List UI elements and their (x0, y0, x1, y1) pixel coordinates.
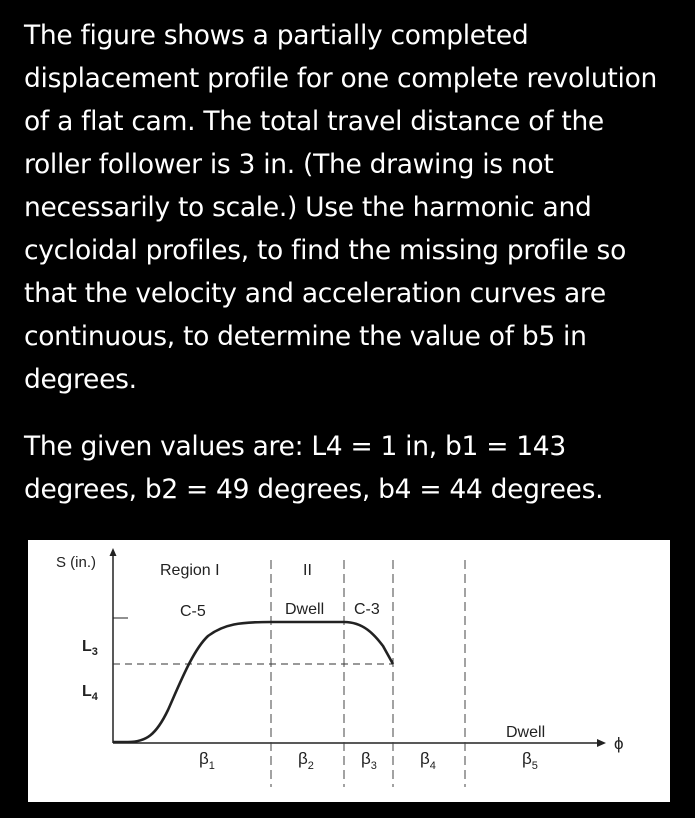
dwell-top-label: Dwell (285, 601, 325, 618)
c5-label: C-5 (180, 603, 206, 620)
region-2-label: II (303, 562, 312, 579)
x-axis-arrow (597, 739, 606, 747)
beta4-label: $\beta_4$ (420, 749, 436, 772)
y-axis-arrow (110, 548, 117, 556)
beta1-label: $\beta_1$ (199, 749, 215, 772)
l4-label: $L_4$ (82, 683, 98, 703)
beta3-label: $\beta_3$ (361, 749, 377, 772)
displacement-profile-figure (28, 540, 670, 802)
region-1-label: Region I (160, 562, 220, 579)
x-axis-label: ϕ (614, 734, 624, 753)
given-values: The given values are: L4 = 1 in, b1 = 143 degrees, b2 = 49 degrees, b4 = 44 degrees. (24, 431, 604, 505)
problem-statement: The figure shows a partially completed displacement profile for one complete revolution of a flat cam. The total travel distance of the roller follower is 3 in. (The drawing is not necessarily to scale.) Use the harmonic and cycloidal profiles, to find the missing profile so that the velocity and acceleration curves are continuous, to determine the value of b5 in degrees. (24, 20, 657, 395)
displacement-diagram (28, 540, 670, 802)
beta2-label: $\beta_2$ (298, 749, 314, 772)
l3-label: $L_3$ (82, 638, 98, 658)
displacement-curve (113, 622, 393, 742)
dwell-bottom-label: Dwell (506, 724, 546, 741)
y-axis-label: S (in.) (56, 554, 97, 571)
beta5-label: $\beta_5$ (522, 749, 538, 772)
c3-label: C-3 (354, 601, 380, 618)
